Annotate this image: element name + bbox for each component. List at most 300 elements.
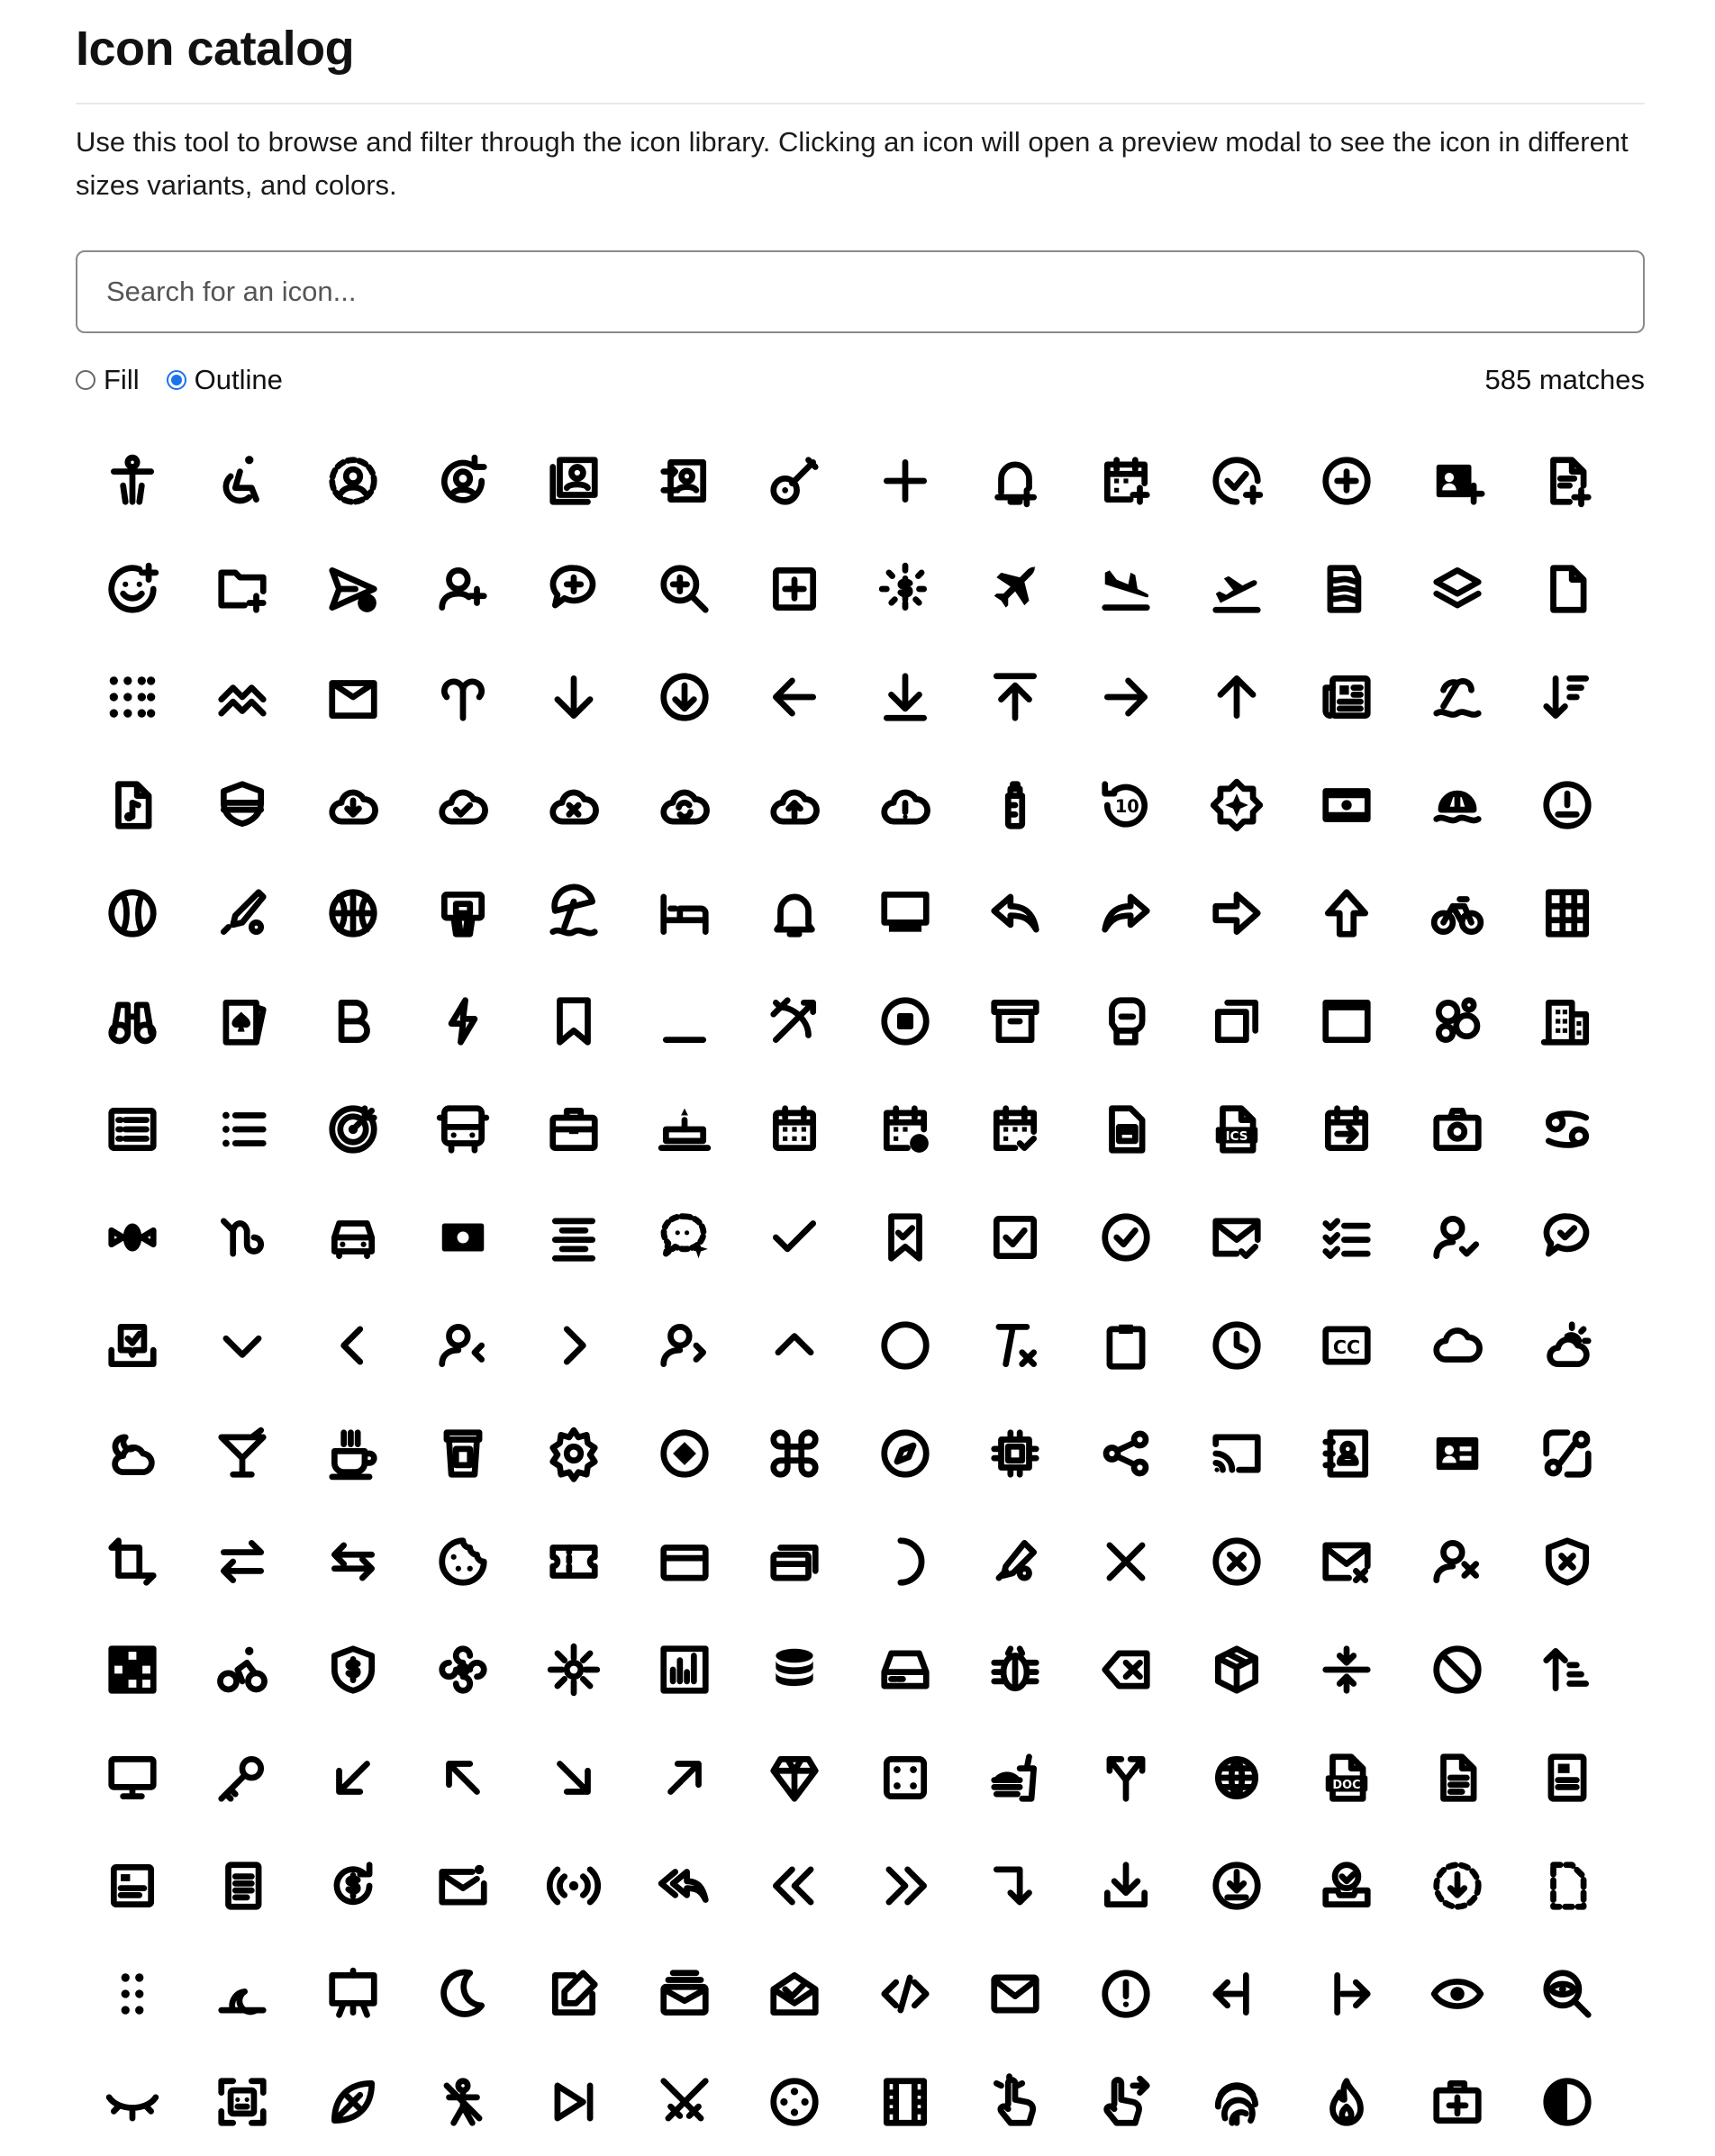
svg-text:CC: CC — [1332, 1336, 1361, 1359]
icon-tile-accessibility[interactable] — [76, 427, 188, 535]
icon-tile-arrow-circle-down[interactable] — [628, 643, 740, 751]
icon-tile-swap-arrows[interactable] — [296, 1508, 409, 1616]
icon-tile-rewind-10[interactable] — [1069, 751, 1182, 859]
icon-tile-cast[interactable] — [1180, 1400, 1293, 1508]
turn-down-icon — [987, 1858, 1043, 1914]
sort-ascending-icon — [1539, 1642, 1595, 1698]
icon-tile-building[interactable] — [1511, 967, 1624, 1075]
gauge-icon — [1539, 777, 1595, 833]
border-bottom-icon — [657, 993, 712, 1049]
icon-tile-easel[interactable] — [296, 1940, 409, 2048]
icon-tile-dashed-page[interactable] — [1511, 1832, 1624, 1940]
icon-tile-clipboard[interactable] — [1069, 1291, 1182, 1400]
icon-tile-airplane[interactable] — [959, 535, 1072, 643]
icon-tile-backspace[interactable] — [1069, 1616, 1182, 1724]
icon-tile-arrow-to-left[interactable] — [1180, 1940, 1293, 2048]
air-quality-icon — [1319, 561, 1375, 617]
icon-tile-inbox-check-circle[interactable] — [1291, 1832, 1403, 1940]
icon-tile-cookie[interactable] — [407, 1508, 520, 1616]
person-check-icon — [1429, 1209, 1485, 1265]
icon-tile-partly-sunny[interactable] — [1511, 1291, 1624, 1400]
icon-tile-arrow-up-left[interactable] — [407, 1724, 520, 1832]
icon-tile-swap-horizontal[interactable] — [186, 1508, 299, 1616]
icon-tile-mail-notification[interactable] — [407, 1832, 520, 1940]
icon-tile-bookmark[interactable] — [517, 967, 630, 1075]
account-circle-dashed-icon — [325, 453, 381, 509]
icon-tile-download-circle[interactable] — [1180, 1832, 1293, 1940]
stop-circle-icon — [877, 993, 933, 1049]
icon-tile-flower[interactable] — [407, 1616, 520, 1724]
icon-tile-calendar-file[interactable] — [1069, 1075, 1182, 1183]
icon-tile-diamond-circle[interactable] — [628, 1400, 740, 1508]
icon-tile-swords[interactable] — [628, 2048, 740, 2156]
baseball-bat-icon — [214, 885, 270, 941]
capricorn-icon — [214, 1209, 270, 1265]
id-card-add-icon — [1429, 453, 1485, 509]
icon-tile-first-aid-kit[interactable] — [1401, 2048, 1513, 2156]
svg-text:DOC: DOC — [1332, 1778, 1361, 1792]
fill-radio[interactable] — [76, 370, 95, 390]
outline-option[interactable] — [167, 364, 283, 396]
icon-tile-alert-circle[interactable] — [1069, 1940, 1182, 2048]
icon-tile-chevrons-left[interactable] — [739, 1832, 851, 1940]
icon-tile-person-add[interactable] — [407, 535, 520, 643]
icon-tile-cloud[interactable] — [1401, 1291, 1513, 1400]
icon-tile-sun-dollar[interactable] — [848, 535, 961, 643]
icon-tile-edit-tool[interactable] — [959, 1508, 1072, 1616]
icon-tile-person-cross[interactable] — [407, 2048, 520, 2156]
icon-tile-compass[interactable] — [848, 1400, 961, 1508]
arrow-up-icon — [1209, 669, 1265, 725]
icon-tile-arrow-up-outline[interactable] — [1291, 859, 1403, 967]
icon-tile-bed[interactable] — [628, 859, 740, 967]
add-circle-icon — [1319, 453, 1375, 509]
icon-tile-package[interactable] — [1180, 1616, 1293, 1724]
icon-tile-checkmark[interactable] — [739, 1183, 851, 1291]
icon-tile-audio-file[interactable] — [76, 751, 188, 859]
icon-tile-contacts[interactable] — [1291, 1400, 1403, 1508]
shield-dollar-icon — [325, 1642, 381, 1698]
icon-tile-arrow-right-outline[interactable] — [1180, 859, 1293, 967]
compass-icon — [877, 1426, 933, 1481]
icon-tile-boxing-glove[interactable] — [1069, 967, 1182, 1075]
icon-tile-add-circle[interactable] — [1291, 427, 1403, 535]
icon-tile-airplane-takeoff[interactable] — [1180, 535, 1293, 643]
boxing-glove-icon — [1098, 993, 1154, 1049]
coffee-cup-icon — [435, 1426, 491, 1481]
icon-tile-arrow-down-to-line[interactable] — [848, 643, 961, 751]
icon-tile-circle[interactable] — [848, 1291, 961, 1400]
crop-rotate-icon — [104, 1534, 160, 1590]
icon-tile-person-check[interactable] — [1401, 1183, 1513, 1291]
icon-tile-closed-caption[interactable] — [1291, 1291, 1403, 1400]
icon-tile-acoustic-guitar[interactable] — [739, 427, 851, 535]
icon-tile-fast-food[interactable] — [959, 1724, 1072, 1832]
icon-tile-credit-cards[interactable] — [739, 1508, 851, 1616]
icon-tile-drag-vertical[interactable] — [76, 1940, 188, 2048]
icon-tile-stop-circle[interactable] — [848, 967, 961, 1075]
calendar-icon — [767, 1101, 822, 1157]
icon-tile-face-scan[interactable] — [186, 2048, 299, 2156]
icon-tile-account-frame[interactable] — [517, 427, 630, 535]
icon-tile-archive-tray[interactable] — [296, 643, 409, 751]
icon-tile-arrow-up[interactable] — [1180, 643, 1293, 751]
icon-tile-aries[interactable] — [407, 643, 520, 751]
cookie-icon — [435, 1534, 491, 1590]
icon-tile-arrow-up-from-line[interactable] — [959, 643, 1072, 751]
icon-tile-news-article[interactable] — [76, 1832, 188, 1940]
icon-tile-send-add[interactable] — [296, 535, 409, 643]
icon-tile-bell[interactable] — [739, 859, 851, 967]
icon-tile-arrow-up-right[interactable] — [628, 1724, 740, 1832]
icon-tile-sparkle[interactable] — [517, 1616, 630, 1724]
fill-option[interactable] — [76, 364, 140, 396]
airplane-icon — [987, 561, 1043, 617]
icon-tile-mail-check[interactable] — [1180, 1183, 1293, 1291]
icon-tile-hard-drive[interactable] — [848, 1616, 961, 1724]
moon-horizon-icon — [214, 1966, 270, 2022]
icon-tile-cocktail[interactable] — [186, 1400, 299, 1508]
bold-icon — [325, 993, 381, 1049]
icon-tile-block[interactable] — [1401, 1616, 1513, 1724]
icon-tile-reply-all[interactable] — [628, 1832, 740, 1940]
icon-tile-crop-rotate[interactable] — [76, 1508, 188, 1616]
icon-tile-chevron-down[interactable] — [186, 1291, 299, 1400]
icon-tile-crescent-moon[interactable] — [848, 1508, 961, 1616]
icon-tile-bus[interactable] — [407, 1075, 520, 1183]
icon-tile-accessibility-wheelchair[interactable] — [186, 427, 299, 535]
icon-tile-bubbles[interactable] — [1401, 967, 1513, 1075]
icon-tile-calendar[interactable] — [739, 1075, 851, 1183]
cloud-download-icon — [325, 777, 381, 833]
icon-tile-chevron-left[interactable] — [296, 1291, 409, 1400]
zoom-eye-icon — [1539, 1966, 1595, 2022]
icon-tile-arrow-to-right[interactable] — [1291, 1940, 1403, 2048]
icon-tile-card-spade[interactable] — [186, 967, 299, 1075]
icon-tile-briefcase[interactable] — [517, 1075, 630, 1183]
search-input[interactable] — [76, 250, 1645, 333]
icon-tile-drag-dots[interactable] — [76, 643, 188, 751]
icon-tile-folder-add[interactable] — [186, 535, 299, 643]
icon-tile-target[interactable] — [296, 1075, 409, 1183]
film-reel-icon — [767, 2074, 822, 2130]
baby-bottle-icon — [987, 777, 1043, 833]
icon-tile-sort-ascending[interactable] — [1511, 1616, 1624, 1724]
briefcase-icon — [546, 1101, 602, 1157]
icon-tile-checkbox[interactable] — [959, 1183, 1072, 1291]
icon-tile-baby-bottle[interactable] — [959, 751, 1072, 859]
icon-tile-cloud-alert[interactable] — [848, 751, 961, 859]
icon-tile-cloud-upload[interactable] — [739, 751, 851, 859]
icon-tile-cloud-download[interactable] — [296, 751, 409, 859]
icon-tile-cash[interactable] — [407, 1183, 520, 1291]
icon-tile-contact-card[interactable] — [1401, 1400, 1513, 1508]
contrast-icon — [1539, 2074, 1595, 2130]
icon-tile-cloud-check[interactable] — [407, 751, 520, 859]
car-icon — [325, 1209, 381, 1265]
cloud-upload-icon — [767, 777, 822, 833]
swap-horizontal-icon — [214, 1534, 270, 1590]
page-title: Icon catalog — [76, 22, 355, 76]
icon-tile-copy-square[interactable] — [1180, 967, 1293, 1075]
icon-tile-ics-file[interactable] — [1180, 1075, 1293, 1183]
icon-tile-credit-card[interactable] — [628, 1508, 740, 1616]
icon-tile-shield-dollar[interactable] — [296, 1616, 409, 1724]
forward-icon — [1098, 885, 1154, 941]
icon-tile-arrow-left[interactable] — [739, 643, 851, 751]
icon-tile-close-circle[interactable] — [1180, 1508, 1293, 1616]
check-circle-icon — [1098, 1209, 1154, 1265]
icon-tile-forward[interactable] — [1069, 859, 1182, 967]
icon-tile-monitor[interactable] — [848, 859, 961, 967]
badge-shield-icon — [214, 777, 270, 833]
icon-tile-checkerboard[interactable] — [76, 1616, 188, 1724]
icon-tile-box[interactable] — [959, 967, 1072, 1075]
leaf-x-icon — [325, 2074, 381, 2130]
acoustic-guitar-icon — [767, 453, 822, 509]
audio-file-icon — [104, 777, 160, 833]
list-box-icon — [104, 1101, 160, 1157]
icon-tile-candy[interactable] — [76, 1183, 188, 1291]
icon-tile-add-square[interactable] — [739, 535, 851, 643]
building-icon — [1539, 993, 1595, 1049]
icon-tile-desktop[interactable] — [76, 1724, 188, 1832]
icon-tile-air-quality[interactable] — [1291, 535, 1403, 643]
icon-tile-chat-sparkle[interactable] — [628, 1183, 740, 1291]
icon-tile-broadcast[interactable] — [517, 1832, 630, 1940]
icon-tile-film-strip[interactable] — [848, 2048, 961, 2156]
icon-tile-diamond[interactable] — [739, 1724, 851, 1832]
fingerprint-icon — [1209, 2074, 1265, 2130]
icon-tile-cpu[interactable] — [959, 1400, 1072, 1508]
outline-radio[interactable] — [167, 370, 186, 390]
icon-tile-fire[interactable] — [1291, 2048, 1403, 2156]
fire-icon — [1319, 2074, 1375, 2130]
icon-tile-check-circle-add[interactable] — [1180, 427, 1293, 535]
edit-square-icon — [546, 1966, 602, 2022]
icon-tile-bold[interactable] — [296, 967, 409, 1075]
icon-tile-file-blank[interactable] — [1511, 535, 1624, 643]
icon-tile-sailing[interactable] — [1401, 751, 1513, 859]
icon-tile-beach[interactable] — [1401, 643, 1513, 751]
icon-tile-baseball[interactable] — [76, 859, 188, 967]
icon-tile-bolt[interactable] — [407, 967, 520, 1075]
icon-tile-cloud-error[interactable] — [517, 751, 630, 859]
icon-tile-person-left[interactable] — [407, 1291, 520, 1400]
icon-tile-skip-forward[interactable] — [517, 2048, 630, 2156]
icon-tile-bug[interactable] — [959, 1616, 1072, 1724]
icon-tile-key[interactable] — [186, 1724, 299, 1832]
icon-tile-chat-add[interactable] — [517, 535, 630, 643]
icon-tile-dashed-circle-down[interactable] — [1401, 1832, 1513, 1940]
icon-tile-border-bottom[interactable] — [628, 967, 740, 1075]
icon-tile-account-circle-dashed[interactable] — [296, 427, 409, 535]
icon-tile-chat-check[interactable] — [1511, 1183, 1624, 1291]
chat-check-icon — [1539, 1209, 1595, 1265]
icon-tile-bicycle[interactable] — [1401, 859, 1513, 967]
icon-tile-leaf-x[interactable] — [296, 2048, 409, 2156]
icon-tile-mail-open-check[interactable] — [739, 1940, 851, 2048]
icon-tile-zoom-eye[interactable] — [1511, 1940, 1624, 2048]
icon-tile-close[interactable] — [1069, 1508, 1182, 1616]
icon-tile-banknote[interactable] — [1291, 751, 1403, 859]
sparkle-icon — [546, 1642, 602, 1698]
icon-tile-camera[interactable] — [1401, 1075, 1513, 1183]
icon-tile-calendar-clock[interactable] — [848, 1075, 961, 1183]
icon-tile-hand-pointer-arrow[interactable] — [1069, 2048, 1182, 2156]
mail-notification-icon — [435, 1858, 491, 1914]
icon-tile-alarm-add[interactable] — [959, 427, 1072, 535]
icon-tile-mail-x[interactable] — [1291, 1508, 1403, 1616]
icon-tile-layers[interactable] — [1401, 535, 1513, 643]
icon-tile-article[interactable] — [1291, 643, 1403, 751]
icon-tile-calendar-add[interactable] — [1069, 427, 1182, 535]
binoculars-icon — [104, 993, 160, 1049]
icon-tile-download[interactable] — [1069, 1832, 1182, 1940]
arrow-up-right-icon — [657, 1750, 712, 1806]
icon-tile-fingerprint[interactable] — [1180, 2048, 1293, 2156]
icon-tile-id-card-add[interactable] — [1401, 427, 1513, 535]
hand-pointer-arrow-icon — [1098, 2074, 1154, 2130]
icon-tile-code[interactable] — [848, 1940, 961, 2048]
icon-tile-capricorn[interactable] — [186, 1183, 299, 1291]
icon-tile-beach-umbrella[interactable] — [517, 859, 630, 967]
sort-descending-icon — [1539, 669, 1595, 725]
icon-tile-arrow-down-left[interactable] — [296, 1724, 409, 1832]
icon-tile-dice[interactable] — [848, 1724, 961, 1832]
icon-tile-zoom-in[interactable] — [628, 535, 740, 643]
download-circle-icon — [1209, 1858, 1265, 1914]
checkmark-icon — [767, 1209, 822, 1265]
icon-tile-shield-x[interactable] — [1511, 1508, 1624, 1616]
icon-tile-basketball-hoop[interactable] — [407, 859, 520, 967]
icon-tile-arrow-down[interactable] — [517, 643, 630, 751]
icon-tile-account-switch[interactable] — [628, 427, 740, 535]
icon-tile-share[interactable] — [1069, 1400, 1182, 1508]
page-description: Use this tool to browse and filter through the icon library. Clicking an icon will open a preview modal to see the icon in different sizes variants, and colors. — [76, 126, 1629, 201]
icon-tile-chevrons-right[interactable] — [848, 1832, 961, 1940]
icon-tile-bullet-list[interactable] — [186, 1075, 299, 1183]
icon-tile-file-add[interactable] — [1511, 427, 1624, 535]
icon-tile-document-image[interactable] — [1511, 1724, 1624, 1832]
contacts-icon — [1319, 1426, 1375, 1481]
icon-tile-account-circle-refresh[interactable] — [407, 427, 520, 535]
arrow-up-left-icon — [435, 1750, 491, 1806]
folder-add-icon — [214, 561, 270, 617]
icon-tile-reply[interactable] — [959, 859, 1072, 967]
icon-tile-globe[interactable] — [1180, 1724, 1293, 1832]
icon-tile-person-right[interactable] — [628, 1291, 740, 1400]
icon-tile-chevron-right[interactable] — [517, 1291, 630, 1400]
shield-x-icon — [1539, 1534, 1595, 1590]
icon-tile-moon[interactable] — [407, 1940, 520, 2048]
icon-tile-coffee-cup[interactable] — [407, 1400, 520, 1508]
icon-tile-mail-stack[interactable] — [628, 1940, 740, 2048]
icon-tile-align-center[interactable] — [517, 1183, 630, 1291]
bed-icon — [657, 885, 712, 941]
icon-tile-check-circle[interactable] — [1069, 1183, 1182, 1291]
icon-tile-turn-down[interactable] — [959, 1832, 1072, 1940]
icon-tile-basketball[interactable] — [296, 859, 409, 967]
icon-tile-collapse-vertical[interactable] — [1291, 1616, 1403, 1724]
icon-tile-document-lines[interactable] — [186, 1832, 299, 1940]
icon-tile-film-reel[interactable] — [739, 2048, 851, 2156]
icon-tile-bow-arrow[interactable] — [739, 967, 851, 1075]
icon-tile-clock[interactable] — [1180, 1291, 1293, 1400]
icon-tile-cloud-sync[interactable] — [628, 751, 740, 859]
icon-tile-command[interactable] — [739, 1400, 851, 1508]
icon-tile-doc-file[interactable] — [1291, 1724, 1403, 1832]
fast-food-icon — [987, 1750, 1043, 1806]
icon-tile-calendar-check[interactable] — [959, 1075, 1072, 1183]
icon-tile-sort-descending[interactable] — [1511, 643, 1624, 751]
icon-tile-calendar-arrow[interactable] — [1291, 1075, 1403, 1183]
icon-tile-hand-pointer[interactable] — [959, 2048, 1072, 2156]
icon-tile-cancer[interactable] — [1511, 1075, 1624, 1183]
icon-tile-binoculars[interactable] — [76, 967, 188, 1075]
icon-tile-add[interactable] — [848, 427, 961, 535]
icon-tile-list-box[interactable] — [76, 1075, 188, 1183]
icon-tile-ticket[interactable] — [517, 1508, 630, 1616]
icon-tile-baseball-bat[interactable] — [186, 859, 299, 967]
icon-tile-document[interactable] — [1401, 1724, 1513, 1832]
icon-tile-gauge[interactable] — [1511, 751, 1624, 859]
icon-tile-cake[interactable] — [628, 1075, 740, 1183]
close-icon — [1098, 1534, 1154, 1590]
icon-tile-bar-chart[interactable] — [628, 1616, 740, 1724]
icon-tile-moon-horizon[interactable] — [186, 1940, 299, 2048]
download-icon — [1098, 1858, 1154, 1914]
icon-tile-altitude[interactable] — [186, 643, 299, 751]
icon-tile-bookmark-check[interactable] — [848, 1183, 961, 1291]
icon-tile-browser-window[interactable] — [1291, 967, 1403, 1075]
icon-tile-settings[interactable] — [517, 1400, 630, 1508]
icon-tile-edit-square[interactable] — [517, 1940, 630, 2048]
icon-tile-dollar-refresh[interactable] — [296, 1832, 409, 1940]
icon-tile-partly-cloudy-night[interactable] — [76, 1400, 188, 1508]
icon-tile-database[interactable] — [739, 1616, 851, 1724]
icon-tile-clear-format[interactable] — [959, 1291, 1072, 1400]
icon-tile-arrow-down-right[interactable] — [517, 1724, 630, 1832]
icon-tile-mail[interactable] — [959, 1940, 1072, 2048]
icon-tile-arrow-right[interactable] — [1069, 643, 1182, 751]
icon-tile-grid-table[interactable] — [1511, 859, 1624, 967]
icon-tile-connection[interactable] — [1511, 1400, 1624, 1508]
cloud-alert-icon — [877, 777, 933, 833]
icon-tile-fork-arrows[interactable] — [1069, 1724, 1182, 1832]
icon-tile-checklist[interactable] — [1291, 1183, 1403, 1291]
icon-tile-airplane-landing[interactable] — [1069, 535, 1182, 643]
icon-tile-coffee[interactable] — [296, 1400, 409, 1508]
baseball-icon — [104, 885, 160, 941]
icon-tile-badge-shield[interactable] — [186, 751, 299, 859]
hard-drive-icon — [877, 1642, 933, 1698]
icon-tile-badge-star[interactable] — [1180, 751, 1293, 859]
icon-tile-eye-closed[interactable] — [76, 2048, 188, 2156]
article-icon — [1319, 669, 1375, 725]
icon-tile-person-x[interactable] — [1401, 1508, 1513, 1616]
arrow-up-from-line-icon — [987, 669, 1043, 725]
icon-tile-inbox-check[interactable] — [76, 1291, 188, 1400]
easel-icon — [325, 1966, 381, 2022]
icon-tile-car[interactable] — [296, 1183, 409, 1291]
icon-tile-emoji-add[interactable] — [76, 535, 188, 643]
icon-tile-contrast[interactable] — [1511, 2048, 1624, 2156]
clear-format-icon — [987, 1318, 1043, 1373]
icon-tile-cycling[interactable] — [186, 1616, 299, 1724]
icon-tile-eye[interactable] — [1401, 1940, 1513, 2048]
icon-tile-chevron-up[interactable] — [739, 1291, 851, 1400]
